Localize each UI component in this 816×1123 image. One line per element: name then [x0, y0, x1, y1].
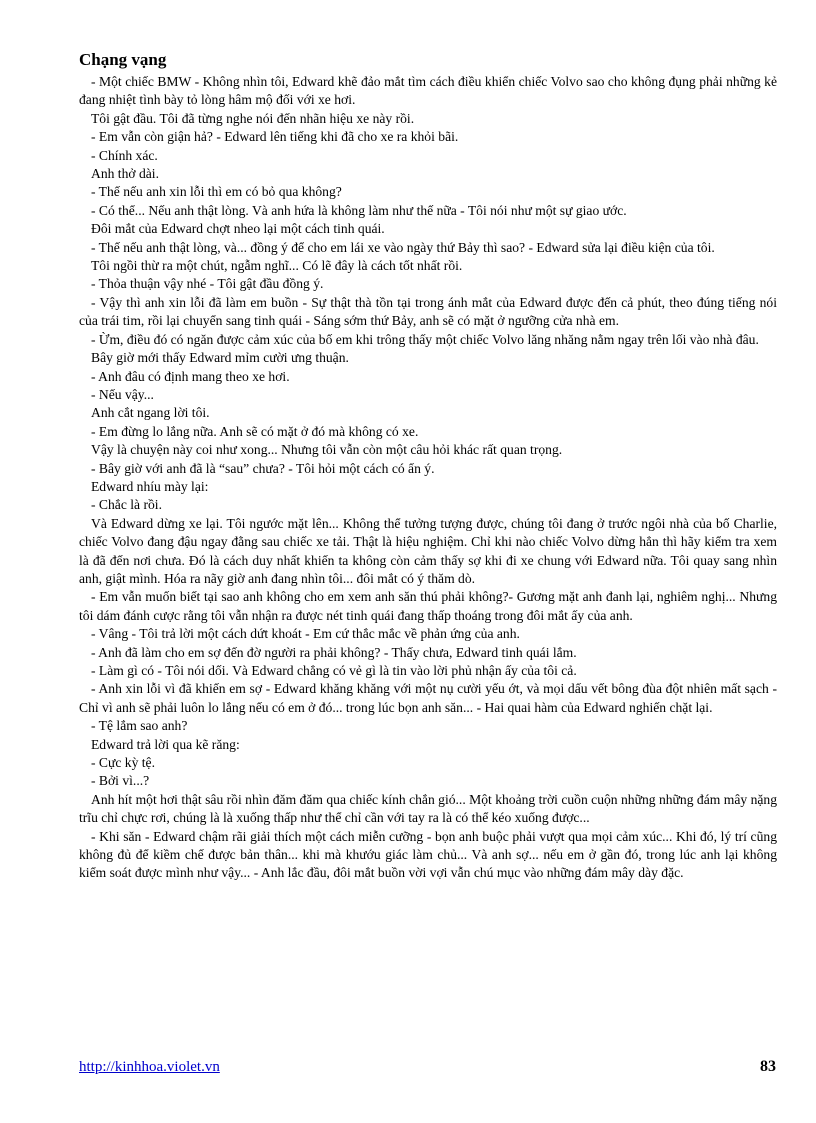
paragraph: - Em vẫn muốn biết tại sao anh không cho em xem anh săn thú phải không?- Gương mặt anh đanh lại, nghiêm nghị... Nhưng tôi dám đánh cược rằng tôi vẫn nhận ra được nét tinh quái đang thấp thoáng trong đôi mắt ấy của anh. [79, 589, 777, 623]
paragraph: Vậy là chuyện này coi như xong... Nhưng tôi vẫn còn một câu hỏi khác rất quan trọng. [91, 442, 563, 458]
footer-website-link[interactable]: http://kinhhoa.violet.vn [79, 1059, 220, 1075]
paragraph: - Anh đã làm cho em sợ đến đờ người ra phải không? - Thấy chưa, Edward tinh quái lắm. [91, 644, 577, 660]
chapter-title: Chạng vạng [79, 50, 167, 69]
paragraph: Bây giờ mới thấy Edward mỉm cười ưng thuận. [91, 350, 349, 366]
paragraph: - Bây giờ với anh đã là “sau” chưa? - Tôi hỏi một cách có ẩn ý. [91, 460, 435, 476]
paragraph: - Một chiếc BMW - Không nhìn tôi, Edward khẽ đảo mắt tìm cách điều khiển chiếc Volvo sao cho không đụng phải những kẻ đang nhiệt tình bày tỏ lòng hâm mộ đối với xe hơi. [79, 74, 777, 108]
paragraph: Tôi ngồi thừ ra một chút, ngẫm nghĩ... Có lẽ đây là cách tốt nhất rồi. [91, 258, 463, 274]
paragraph: - Thế nếu anh xin lỗi thì em có bỏ qua không? [91, 184, 342, 200]
paragraph: Anh cắt ngang lời tôi. [91, 405, 210, 421]
paragraph: - Nếu vậy... [91, 386, 154, 402]
page-number: 83 [760, 1058, 776, 1075]
paragraph: Edward trả lời qua kẽ răng: [91, 736, 240, 752]
paragraph: - Em đừng lo lắng nữa. Anh sẽ có mặt ở đó mà không có xe. [91, 423, 419, 439]
paragraph: - Làm gì có - Tôi nói dối. Và Edward chẳng có vẻ gì là tin vào lời phủ nhận ấy của tôi cả. [91, 663, 577, 678]
paragraph: - Vậy thì anh xin lỗi đã làm em buồn - Sự thật thà tồn tại trong ánh mắt của Edward được đến cả phút, theo đúng tiếng nói của trái tim, rồi lại chuyển sang tinh quái - Sáng sớm thứ Bảy, anh sẽ có mặt ở ngưỡng cửa nhà em. [79, 294, 777, 329]
paragraph: - Anh đâu có định mang theo xe hơi. [91, 368, 290, 384]
paragraph: - Có thể... Nếu anh thật lòng. Và anh hứa là không làm như thế nữa - Tôi nói như một sự giao ước. [91, 202, 627, 218]
body-text [79, 73, 777, 883]
paragraph: - Chính xác. [91, 147, 158, 163]
paragraph: - Vâng - Tôi trả lời một cách dứt khoát - Em cứ thắc mắc về phản ứng của anh. [91, 626, 520, 642]
paragraph: Anh hít một hơi thật sâu rồi nhìn đăm đăm qua chiếc kính chắn gió... Một khoảng trời cuồn cuộn những những đám mây nặng trĩu chỉ chực rơi, chúng là là xuống thấp như thể chỉ cần với tay ra là có thể kéo xuống được... [79, 791, 777, 826]
paragraph: - Ừm, điều đó có ngăn được cảm xúc của bố em khi trông thấy một chiếc Volvo lăng nhăng nằm ngay trên lối vào nhà đâu. [91, 331, 759, 347]
paragraph: - Thỏa thuận vậy nhé - Tôi gật đầu đồng ý. [91, 276, 324, 292]
paragraph: - Em vẫn còn giận hả? - Edward lên tiếng khi đã cho xe ra khỏi bãi. [91, 129, 459, 145]
paragraph: - Anh xin lỗi vì đã khiến em sợ - Edward khăng khăng với một nụ cười yếu ớt, và mọi dấu vết bông đùa đột nhiên mất sạch - Chỉ vì anh sẽ phải luôn lo lắng nếu có em ở đó... trong lúc bọn anh săn... - Hai quai hàm của Edward nghiến chặt lại. [79, 681, 777, 715]
paragraph: - Cực kỳ tệ. [91, 755, 155, 771]
paragraph: Đôi mắt của Edward chợt nheo lại một cách tinh quái. [91, 221, 385, 237]
paragraph: Tôi gật đầu. Tôi đã từng nghe nói đến nhãn hiệu xe này rồi. [91, 110, 415, 126]
paragraph: Anh thở dài. [91, 166, 159, 182]
paragraph: Và Edward dừng xe lại. Tôi ngước mặt lên... Không thể tưởng tượng được, chúng tôi đang ở trước ngôi nhà của bố Charlie, chiếc Volvo đang đậu ngay đằng sau chiếc xe tải. Thật là hiệu nghiệm. Chỉ khi nào chiếc Volvo dừng hẳn thì hãy kiểm tra xem là đã đến nơi chưa. Đó là cách duy nhất khiến ta không còn cảm thấy sợ khi đi xe chung với Edward nữa. Tôi quay sang nhìn anh, giật mình. Hóa ra nãy giờ anh đang nhìn tôi... đôi mắt có ý thăm dò. [79, 515, 777, 586]
paragraph: Edward nhíu mày lại: [91, 478, 209, 494]
paragraph: - Bởi vì...? [91, 773, 150, 789]
paragraph: - Thế nếu anh thật lòng, và... đồng ý để cho em lái xe vào ngày thứ Bảy thì sao? - Edward sửa lại điều kiện của tôi. [91, 239, 715, 255]
paragraph: - Chắc là rồi. [91, 497, 162, 513]
paragraph: - Khi săn - Edward chậm rãi giải thích một cách miễn cưỡng - bọn anh buộc phải vượt qua mọi cảm xúc... Khi đó, lý trí cũng không đủ để kiềm chế được bản thân... khi mà khướu giác làm chủ... Và anh sợ... nếu em ở gần đó, trong lúc anh lại không kiểm soát được mình như vậy... - Anh lắc đầu, đôi mắt buồn vời vợi vẫn chú mục vào những đám mây dày đặc. [79, 828, 777, 881]
paragraph: - Tệ lắm sao anh? [91, 718, 188, 734]
